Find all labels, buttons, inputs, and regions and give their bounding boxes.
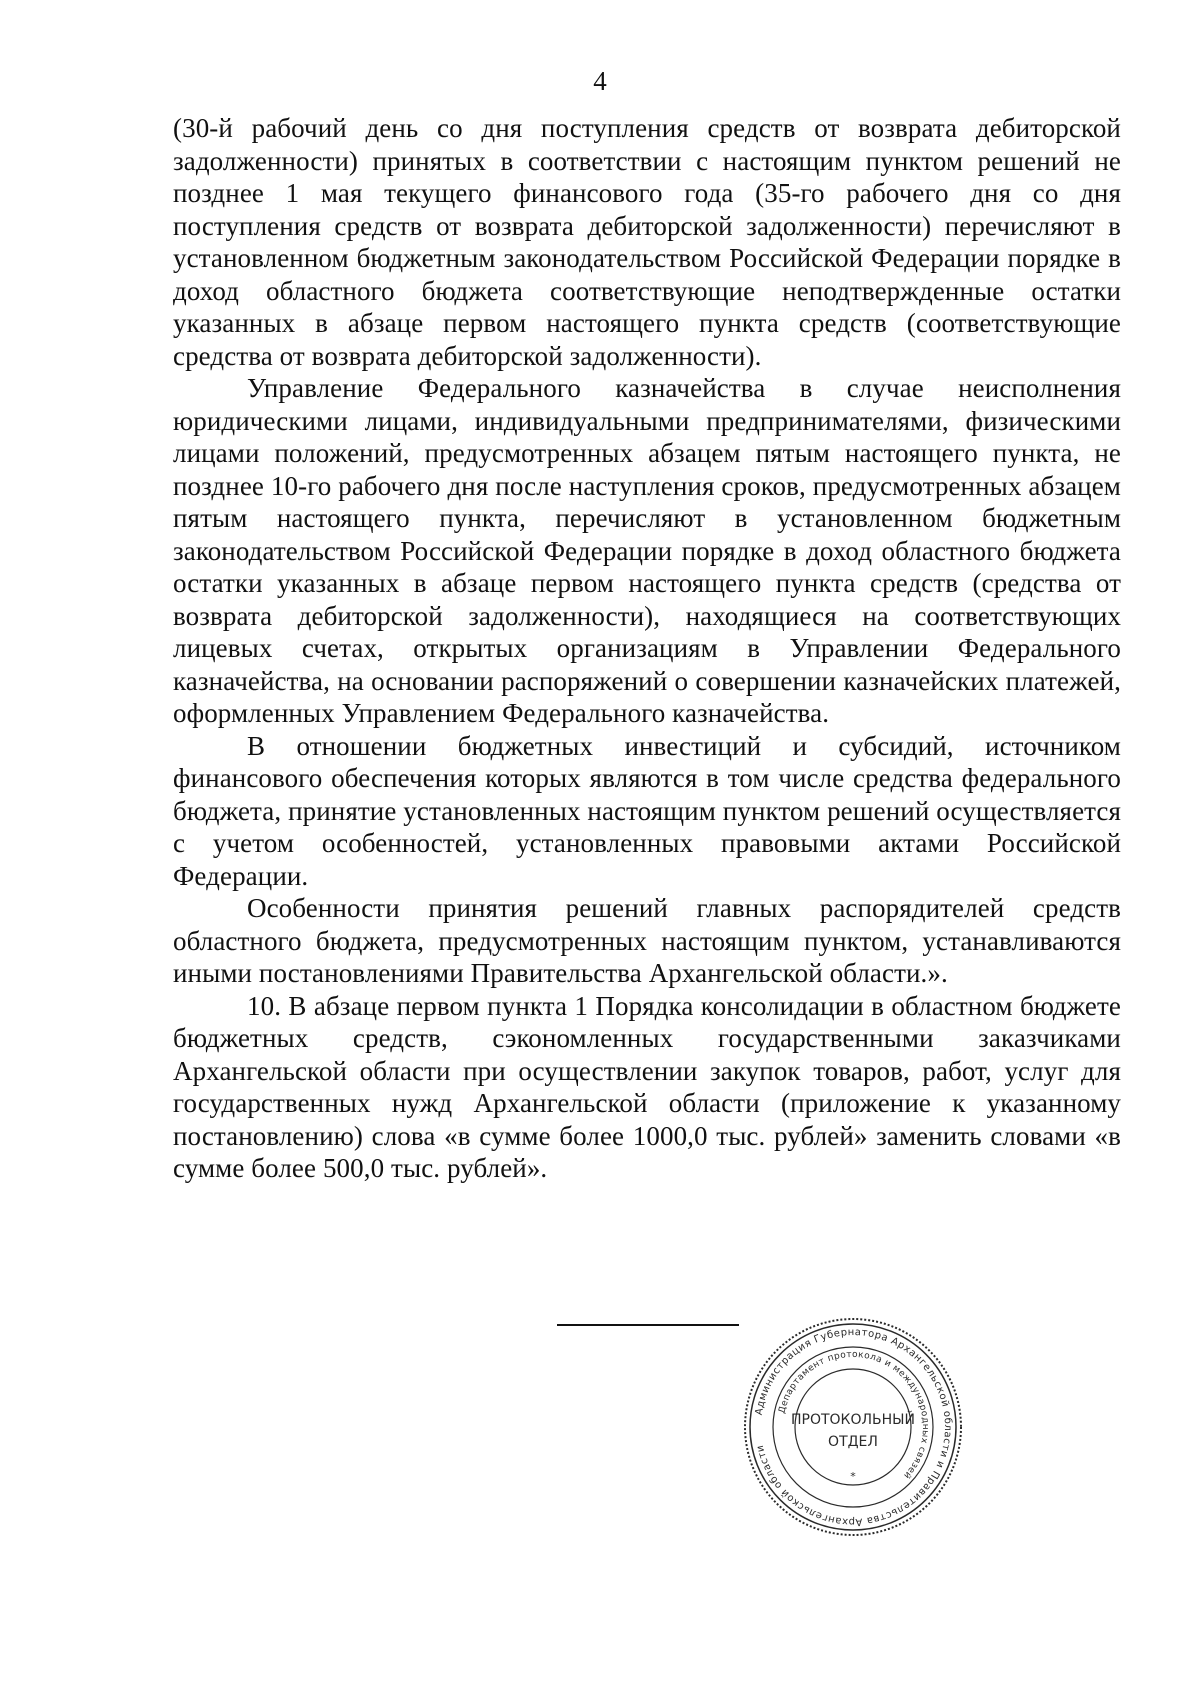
stamp-center-line2: ОТДЕЛ (828, 1434, 878, 1450)
stamp-inner-text: Департамент протокола и международных связей (777, 1349, 931, 1481)
paragraph-treasury: Управление Федерального казначейства в случае неисполнения юридическими лицами, индивидуальными предпринимателями, физическими лицами положений, предусмотренных абзацем пятым настоящего пункта, не позднее 10-го рабочего дня после наступления сроков, предусмотренных абзацем пятым настоящего пункта, перечисляют в установленном бюджетным законодательством Российской Федерации порядке в доход областного бюджета остатки указанных в абзаце первом настоящего пункта средств (средства от возврата дебиторской задолженности), находящиеся на соответствующих лицевых счетах, открытых организациям в Управлении Федерального казначейства, на основании распоряжений о совершении казначейских платежей, оформленных Управлением Федерального казначейства. (173, 373, 1121, 728)
paragraph-item-10: 10. В абзаце первом пункта 1 Порядка консолидации в областном бюджете бюджетных средств, сэкономленных государственными заказчиками Архангельской области при осуществлении закупок товаров, работ, услуг для государственных нужд Архангельской области (приложение к указанному постановлению) слова «в сумме более 1000,0 тыс. рублей» заменить словами «в сумме более 500,0 тыс. рублей». (173, 990, 1121, 1183)
paragraph-features: Особенности принятия решений главных распорядителей средств областного бюджета, предусмотренных настоящим пунктом, устанавливаются иными постановлениями Правительства Архангельской области.». (173, 893, 1121, 988)
seal-stamp (738, 1312, 968, 1542)
page-number: 4 (593, 66, 607, 96)
paragraph-continuation: (30-й рабочий день со дня поступления средств от возврата дебиторской задолженности) принятых в соответствии с настоящим пунктом решений не позднее 1 мая текущего финансового года (35-го рабочего дня со дня поступления средств от возврата дебиторской задолженности) перечисляют в установленном бюджетным законодательством Российской Федерации порядке в доход областного бюджета соответствующие неподтвержденные остатки указанных в абзаце первом настоящего пункта средств (соответствующие средства от возврата дебиторской задолженности). (173, 113, 1121, 371)
stamp-center-line1: ПРОТОКОЛЬНЫЙ (790, 1412, 916, 1428)
stamp-outer-text: Администрация Губернатора Архангельской области и Правительства Архангельской области (753, 1326, 954, 1528)
document-body (173, 112, 1121, 1185)
paragraph-investments: В отношении бюджетных инвестиций и субсидий, источником финансового обеспечения которых являются в том числе средства федерального бюджета, принятие установленных настоящим пунктом решений осуществляется с учетом особенностей, установленных правовыми актами Российской Федерации. (173, 730, 1121, 891)
signature-line (557, 1324, 739, 1326)
stamp-star-icon: * (850, 1470, 856, 1483)
